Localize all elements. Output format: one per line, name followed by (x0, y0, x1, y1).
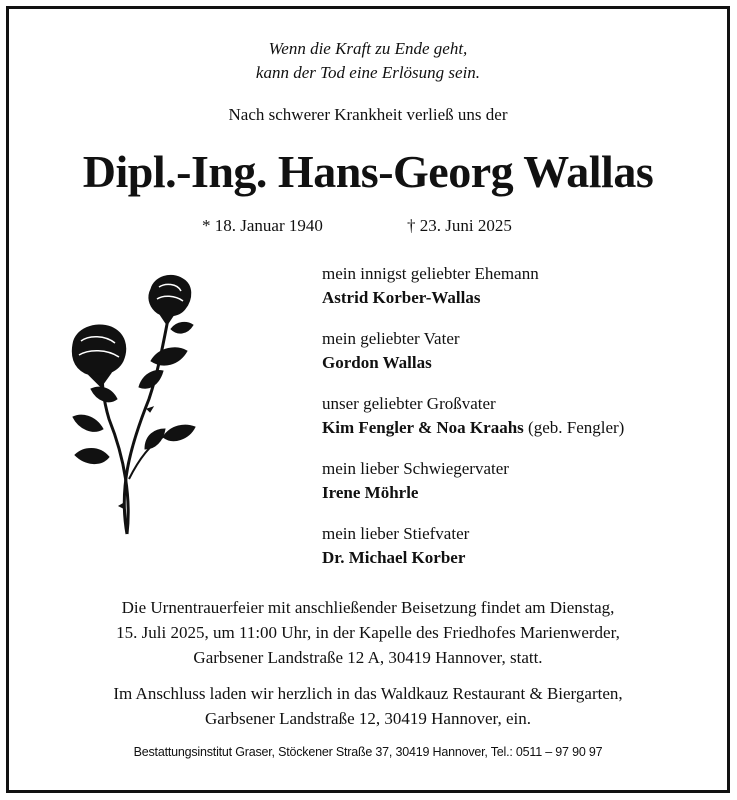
rose-icon (59, 269, 209, 549)
mourner-entry (322, 327, 722, 375)
mourner-name: Astrid Korber-Wallas (322, 288, 481, 307)
mourner-entry (322, 522, 722, 570)
death-date: † 23. Juni 2025 (407, 216, 512, 235)
ceremony-line-2: 15. Juli 2025, um 11:00 Uhr, in der Kapelle des Friedhofes Marienwerder, (116, 623, 620, 642)
invitation-line-2: Garbsener Landstraße 12, 30419 Hannover, ein. (205, 709, 531, 728)
motto (9, 37, 727, 85)
mourner-relation: unser geliebter Großvater (322, 394, 496, 413)
mourner-relation: mein lieber Schwiegervater (322, 459, 509, 478)
ceremony-line-1: Die Urnentrauerfeier mit anschließender Beisetzung findet am Dienstag, (121, 598, 615, 617)
ceremony-line-3: Garbsener Landstraße 12 A, 30419 Hannover, statt. (193, 648, 543, 667)
mourner-name: Dr. Michael Korber (322, 548, 466, 567)
mourner-entry (322, 262, 722, 310)
mourner-name: Kim Fengler & Noa Kraahs (geb. Fengler) (322, 418, 625, 437)
mourner-entry (322, 392, 722, 440)
mourner-name: Irene Möhrle (322, 483, 419, 502)
motto-line-1: Wenn die Kraft zu Ende geht, (268, 39, 468, 58)
birth-date: * 18. Januar 1940 (202, 216, 323, 235)
obituary-notice (6, 6, 730, 793)
deceased-name: Dipl.-Ing. Hans-Georg Wallas (82, 146, 654, 197)
mourner-relation: mein innigst geliebter Ehemann (322, 264, 539, 283)
invitation-line-1: Im Anschluss laden wir herzlich in das Waldkauz Restaurant & Biergarten, (113, 684, 623, 703)
intro-text: Nach schwerer Krankheit verließ uns der (228, 105, 508, 124)
mourners-list (322, 262, 722, 587)
mourner-name: Gordon Wallas (322, 353, 432, 372)
mourner-relation: mein lieber Stiefvater (322, 524, 470, 543)
motto-line-2: kann der Tod eine Erlösung sein. (255, 63, 481, 82)
mourner-entry (322, 457, 722, 505)
mourner-relation: mein geliebter Vater (322, 329, 460, 348)
ceremony-info (9, 595, 727, 670)
funeral-home-footer: Bestattungsinstitut Graser, Stöckener Straße 37, 30419 Hannover, Tel.: 0511 – 97 90 97 (133, 745, 603, 759)
invitation-info (9, 681, 727, 731)
mourner-name-note: (geb. Fengler) (523, 418, 625, 437)
